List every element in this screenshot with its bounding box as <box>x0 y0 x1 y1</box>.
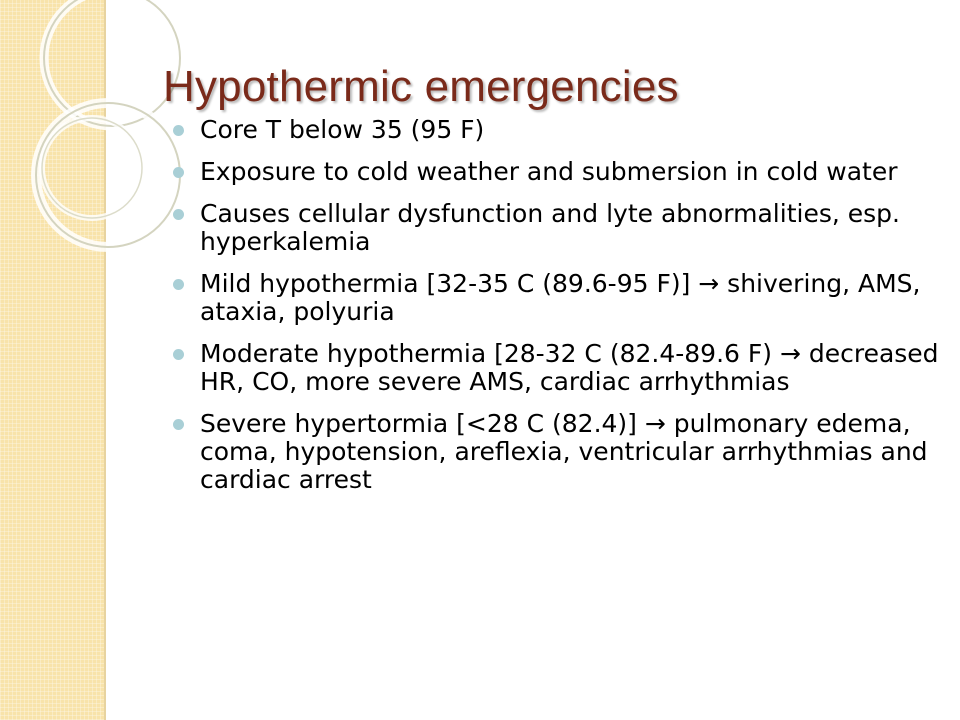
slide-title: Hypothermic emergencies <box>163 62 679 111</box>
bullet-item <box>200 200 940 256</box>
bullet-list <box>200 116 940 508</box>
bullet-text: Core T below 35 (95 F) <box>200 115 485 144</box>
bullet-item <box>200 270 940 326</box>
bullet-text: Causes cellular dysfunction and lyte abnormalities, esp. hyperkalemia <box>200 199 900 256</box>
swirl-circles-icon <box>0 0 200 300</box>
bullet-dot-icon <box>173 209 184 220</box>
bullet-dot-icon <box>173 419 184 430</box>
bullet-text: Mild hypothermia [32-35 C (89.6-95 F)] → shivering, AMS, ataxia, polyuria <box>200 269 921 326</box>
bullet-text: Severe hypertormia [<28 C (82.4)] → pulmonary edema, coma, hypotension, areflexia, ventricular arrhythmias and cardiac arrest <box>200 409 928 494</box>
bullet-item <box>200 340 940 396</box>
bullet-item <box>200 410 940 494</box>
bullet-dot-icon <box>173 349 184 360</box>
bullet-dot-icon <box>173 167 184 178</box>
bullet-item <box>200 116 940 144</box>
bullet-dot-icon <box>173 279 184 290</box>
bullet-text: Exposure to cold weather and submersion in cold water <box>200 157 898 186</box>
bullet-dot-icon <box>173 125 184 136</box>
bullet-item <box>200 158 940 186</box>
bullet-text: Moderate hypothermia [28-32 C (82.4-89.6 F) → decreased HR, CO, more severe AMS, cardiac arrhythmias <box>200 339 939 396</box>
